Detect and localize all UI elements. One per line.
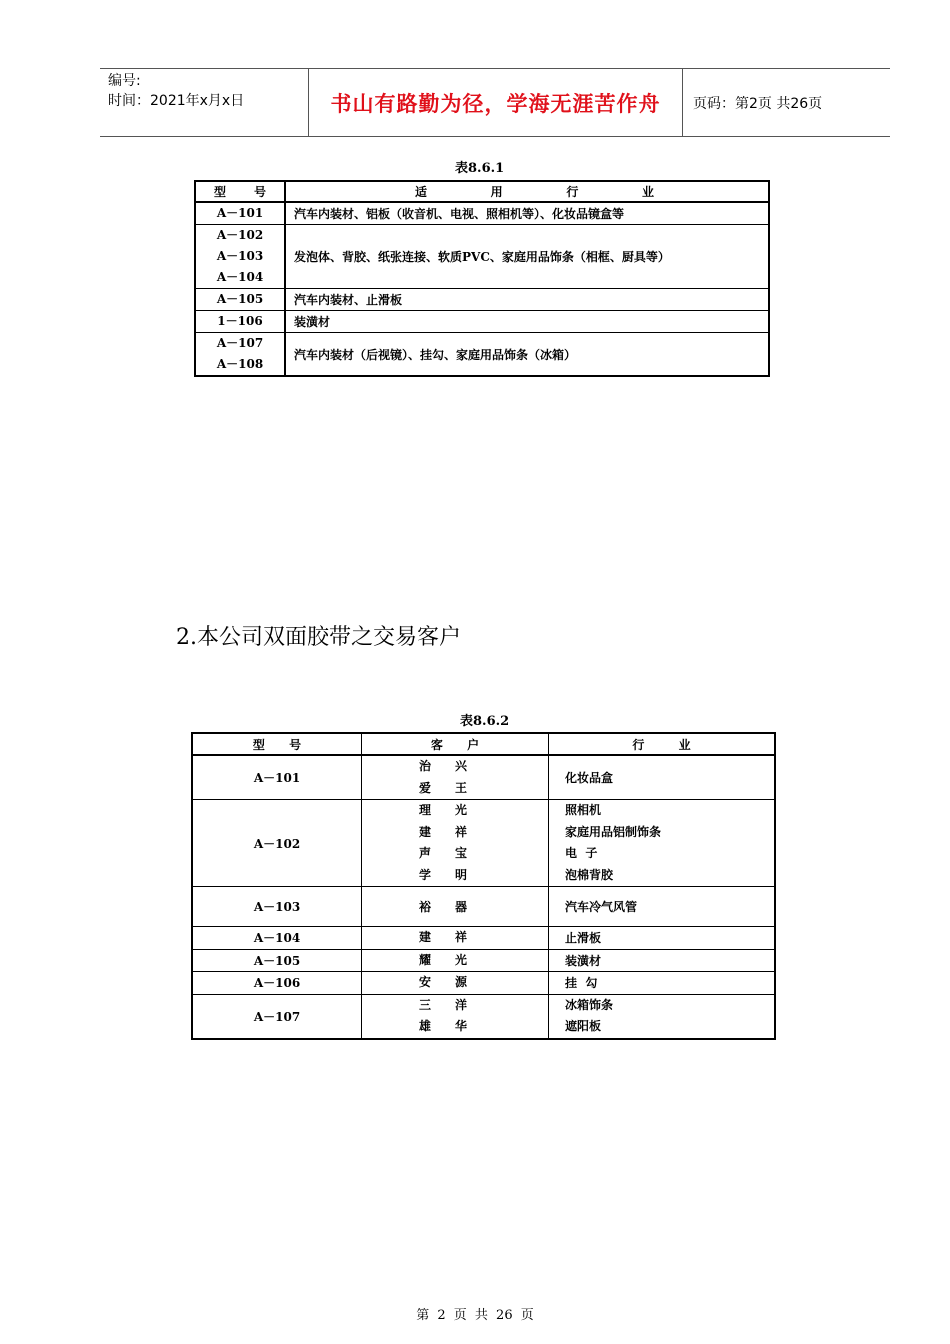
table-row: A－105 汽车内装材、止滑板 — [195, 289, 769, 311]
table-row: A－107 A－108 汽车内装材（后视镜）、挂勾、家庭用品饰条（冰箱） — [195, 333, 769, 377]
table-row: A－105 耀光 装潢材 — [192, 949, 775, 972]
time-label: 时间：2021年x月x日 — [108, 93, 245, 109]
header-motto: 书山有路勤为径，学海无涯苦作舟 — [309, 69, 683, 136]
table-row: A－103 裕器 汽车冷气风管 — [192, 887, 775, 927]
table1-caption: 表8.6.1 — [455, 161, 505, 176]
table-row: A－101 汽车内装材、铝板（收音机、电视、照相机等）、化妆品镜盒等 — [195, 202, 769, 225]
table2-header-customer: 客 户 — [362, 733, 549, 755]
table-row: A－107 三洋 雄华 冰箱饰条 遮阳板 — [192, 994, 775, 1039]
table2-caption: 表8.6.2 — [460, 714, 510, 729]
table2-header-industry: 行 业 — [549, 733, 776, 755]
table-8-6-1 — [194, 180, 770, 377]
table-row: A－102 理光 建祥 声宝 学明 照相机 家庭用品铝制饰条 电 子 泡棉背胶 — [192, 800, 775, 887]
number-label: 编号: — [108, 73, 141, 89]
table-8-6-2 — [191, 732, 776, 1040]
page-header — [100, 68, 890, 137]
header-meta — [100, 69, 309, 136]
table-row: 1－106 装潢材 — [195, 311, 769, 333]
table-row: A－104 建祥 止滑板 — [192, 927, 775, 950]
table-row: A－101 治兴 爱王 化妆品盒 — [192, 755, 775, 800]
table1-header-model: 型 号 — [195, 181, 285, 202]
table-row: A－106 安源 挂 勾 — [192, 972, 775, 995]
table1-header-industry: 适 用 行 业 — [285, 181, 769, 202]
header-page-label: 页码：第2页 共26页 — [693, 95, 823, 112]
section-heading: 2.本公司双面胶带之交易客户 — [176, 625, 461, 650]
table2-header-model: 型 号 — [192, 733, 362, 755]
page-footer: 第 2 页 共 26 页 — [416, 1308, 534, 1323]
table-row: A－102 A－103 A－104 发泡体、背胶、纸张连接、软质PVC、家庭用品饰条（相框、厨具等） — [195, 225, 769, 289]
